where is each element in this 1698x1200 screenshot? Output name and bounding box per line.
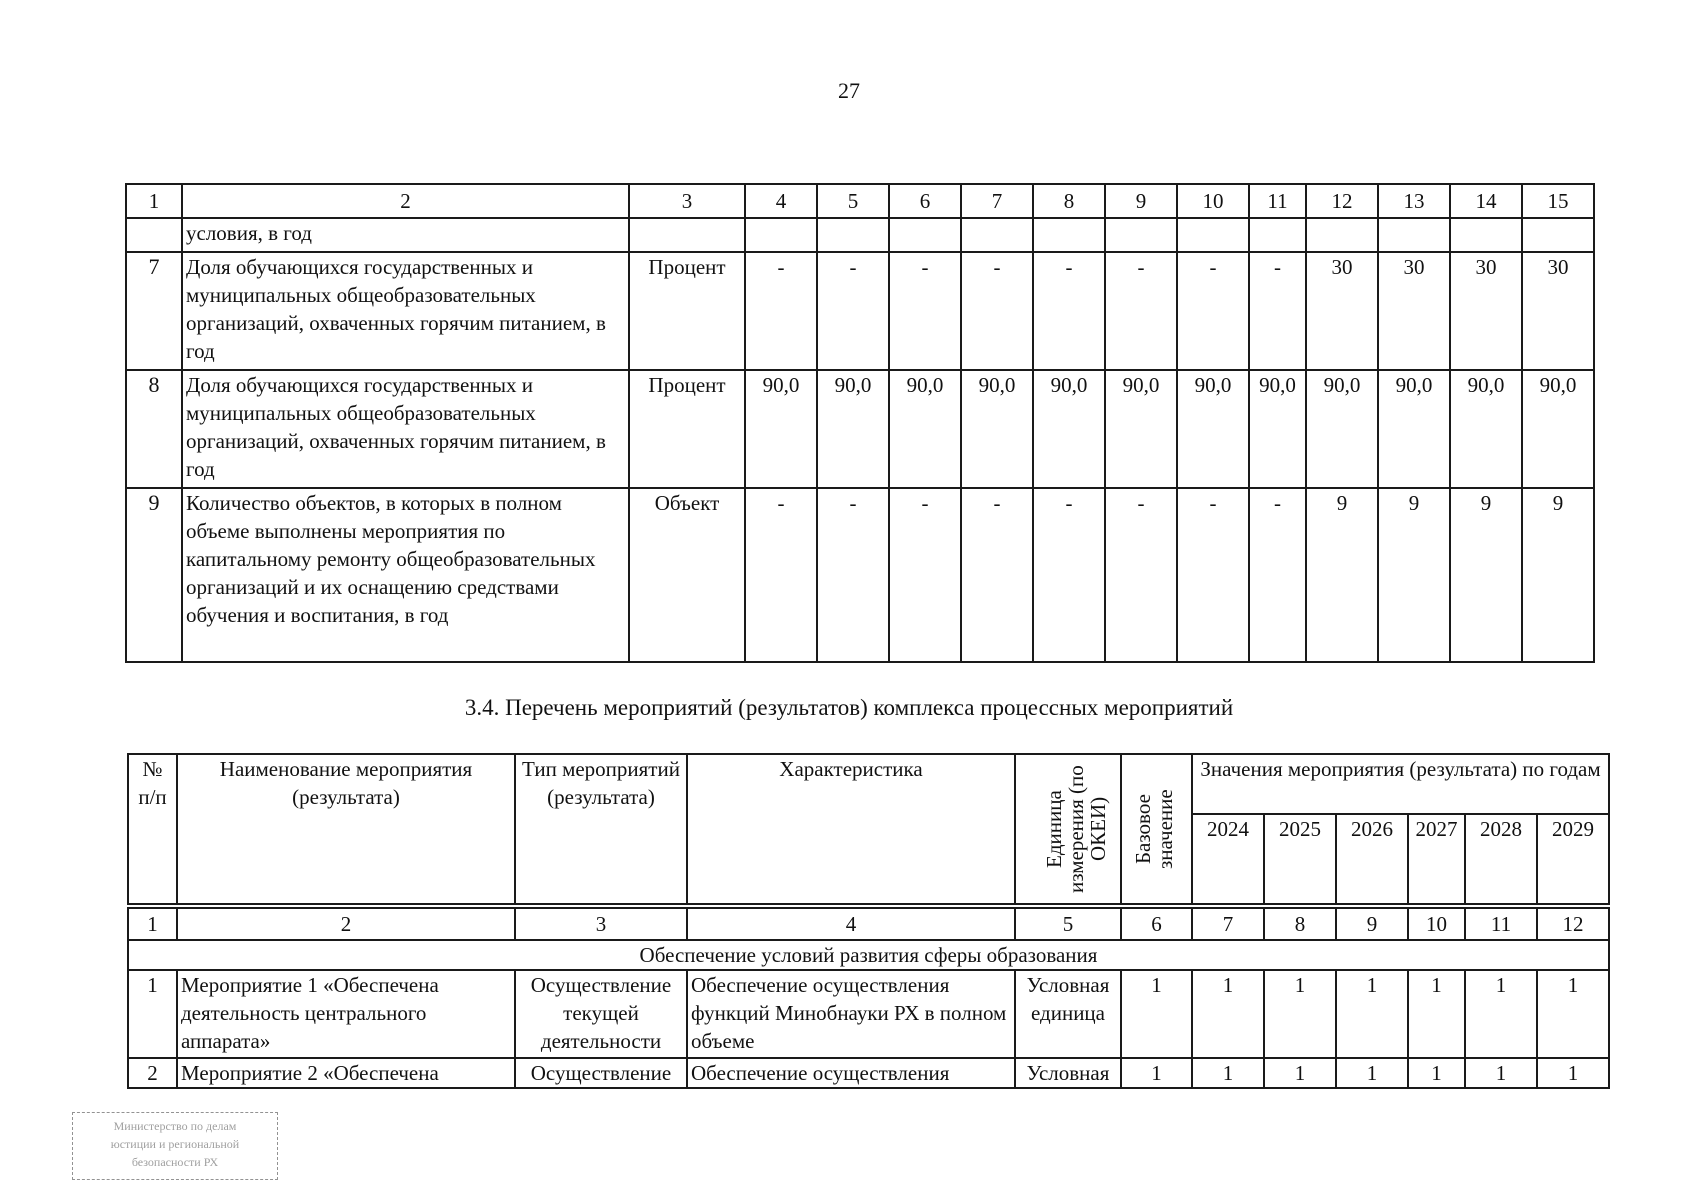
header-unit-cell — [1015, 754, 1121, 904]
measure-type: Осуществление — [515, 1058, 687, 1088]
measure-type: Осуществление текущей деятельности — [515, 970, 687, 1058]
value-cell: - — [1033, 252, 1105, 370]
measures-table — [127, 753, 1610, 1089]
table-row — [126, 488, 1594, 662]
column-number: 11 — [1465, 908, 1537, 940]
header-year: 2029 — [1537, 814, 1609, 904]
measure-unit: Условная единица — [1015, 970, 1121, 1058]
value-cell: 30 — [1378, 252, 1450, 370]
measure-characteristic: Обеспечение осуществления функций Минобнауки РХ в полном объеме — [687, 970, 1015, 1058]
value-cell: 9 — [1450, 488, 1522, 662]
value-cell: 9 — [1522, 488, 1594, 662]
table-row — [126, 218, 1594, 252]
header-values-group: Значения мероприятия (результата) по годам — [1192, 754, 1609, 814]
header-characteristic: Характеристика — [687, 754, 1015, 904]
unit-cell: Объект — [629, 488, 745, 662]
year-value: 1 — [1336, 970, 1408, 1058]
table-row — [126, 370, 1594, 488]
row-number — [126, 218, 182, 252]
header-cell: 3 — [629, 184, 745, 218]
unit-cell — [629, 218, 745, 252]
column-number: 7 — [1192, 908, 1264, 940]
value-cell: - — [889, 488, 961, 662]
year-value: 1 — [1192, 970, 1264, 1058]
value-cell: - — [745, 488, 817, 662]
table-row — [128, 970, 1609, 1058]
value-cell: 30 — [1450, 252, 1522, 370]
value-cell: - — [961, 488, 1033, 662]
header-year: 2026 — [1336, 814, 1408, 904]
value-cell — [1450, 218, 1522, 252]
value-cell: - — [889, 252, 961, 370]
stamp-line: юстиции и региональной — [110, 1137, 240, 1151]
header-cell: 11 — [1249, 184, 1306, 218]
unit-cell: Процент — [629, 252, 745, 370]
column-number: 6 — [1121, 908, 1192, 940]
value-cell — [817, 218, 889, 252]
year-value: 1 — [1264, 970, 1336, 1058]
value-cell: 90,0 — [961, 370, 1033, 488]
section-heading: 3.4. Перечень мероприятий (результатов) комплекса процессных мероприятий — [464, 695, 1234, 720]
header-base: Базовое значение — [1130, 789, 1177, 869]
table-header-row — [126, 184, 1594, 218]
measure-characteristic: Обеспечение осуществления — [687, 1058, 1015, 1088]
value-cell: 90,0 — [817, 370, 889, 488]
value-cell: - — [745, 252, 817, 370]
header-cell: 14 — [1450, 184, 1522, 218]
header-year: 2027 — [1408, 814, 1465, 904]
unit-cell: Процент — [629, 370, 745, 488]
section-title-row — [128, 940, 1609, 970]
column-number: 1 — [128, 908, 177, 940]
table-row — [128, 1058, 1609, 1088]
year-value: 1 — [1537, 1058, 1609, 1088]
value-cell: - — [1249, 488, 1306, 662]
section-title: Обеспечение условий развития сферы образования — [128, 940, 1609, 970]
header-cell: 6 — [889, 184, 961, 218]
value-cell: 90,0 — [1522, 370, 1594, 488]
header-type: Тип мероприятий (результата) — [515, 754, 687, 904]
column-number: 5 — [1015, 908, 1121, 940]
table-header-row — [128, 754, 1609, 814]
value-cell: 90,0 — [1450, 370, 1522, 488]
value-cell: 30 — [1522, 252, 1594, 370]
value-cell: 90,0 — [1249, 370, 1306, 488]
row-number: 8 — [126, 370, 182, 488]
base-value: 1 — [1121, 1058, 1192, 1088]
year-value: 1 — [1408, 970, 1465, 1058]
value-cell — [1306, 218, 1378, 252]
row-number: 2 — [128, 1058, 177, 1088]
year-value: 1 — [1336, 1058, 1408, 1088]
value-cell — [745, 218, 817, 252]
value-cell — [1378, 218, 1450, 252]
stamp-line: Министерство по делам — [113, 1119, 237, 1133]
year-value: 1 — [1537, 970, 1609, 1058]
indicator-name: условия, в год — [182, 218, 629, 252]
value-cell: 90,0 — [745, 370, 817, 488]
value-cell: 9 — [1378, 488, 1450, 662]
header-cell: 10 — [1177, 184, 1249, 218]
value-cell — [1177, 218, 1249, 252]
header-cell: 2 — [182, 184, 629, 218]
value-cell: - — [1249, 252, 1306, 370]
column-number: 4 — [687, 908, 1015, 940]
header-cell: 9 — [1105, 184, 1177, 218]
value-cell — [889, 218, 961, 252]
value-cell: 90,0 — [889, 370, 961, 488]
column-numbers-row — [128, 908, 1609, 940]
header-cell: 12 — [1306, 184, 1378, 218]
header-year: 2024 — [1192, 814, 1264, 904]
header-cell: 7 — [961, 184, 1033, 218]
header-num: № п/п — [128, 754, 177, 904]
value-cell: 9 — [1306, 488, 1378, 662]
value-cell — [961, 218, 1033, 252]
value-cell: - — [1105, 488, 1177, 662]
year-value: 1 — [1465, 970, 1537, 1058]
column-number: 9 — [1336, 908, 1408, 940]
measure-name: Мероприятие 2 «Обеспечена — [177, 1058, 515, 1088]
stamp-line: безопасности РХ — [131, 1155, 219, 1169]
header-unit: Единица измерения (по ОКЕИ) — [1042, 765, 1110, 893]
column-number: 8 — [1264, 908, 1336, 940]
header-year: 2028 — [1465, 814, 1537, 904]
row-number: 7 — [126, 252, 182, 370]
column-number: 2 — [177, 908, 515, 940]
table-row — [126, 252, 1594, 370]
header-name: Наименование мероприятия (результата) — [177, 754, 515, 904]
indicator-name: Количество объектов, в которых в полном объеме выполнены мероприятия по капитальному ремонту общеобразовательных организаций и их оснащению средствами обучения и воспитания, в год — [182, 488, 629, 662]
value-cell: 90,0 — [1033, 370, 1105, 488]
base-value: 1 — [1121, 970, 1192, 1058]
indicator-name: Доля обучающихся государственных и муниципальных общеобразовательных организаций, охваченных горячим питанием, в год — [182, 370, 629, 488]
measure-name: Мероприятие 1 «Обеспечена деятельность центрального аппарата» — [177, 970, 515, 1058]
column-number: 10 — [1408, 908, 1465, 940]
value-cell — [1249, 218, 1306, 252]
value-cell: 30 — [1306, 252, 1378, 370]
value-cell: - — [1177, 252, 1249, 370]
header-cell: 5 — [817, 184, 889, 218]
row-number: 9 — [126, 488, 182, 662]
page-number: 27 — [838, 78, 860, 103]
value-cell: 90,0 — [1105, 370, 1177, 488]
value-cell: - — [817, 252, 889, 370]
value-cell — [1105, 218, 1177, 252]
header-year: 2025 — [1264, 814, 1336, 904]
registration-stamp — [72, 1112, 278, 1180]
header-cell: 13 — [1378, 184, 1450, 218]
value-cell: 90,0 — [1378, 370, 1450, 488]
row-number: 1 — [128, 970, 177, 1058]
value-cell: 90,0 — [1177, 370, 1249, 488]
year-value: 1 — [1408, 1058, 1465, 1088]
value-cell: - — [1177, 488, 1249, 662]
header-cell: 8 — [1033, 184, 1105, 218]
header-base-cell — [1121, 754, 1192, 904]
value-cell: - — [1105, 252, 1177, 370]
indicator-name: Доля обучающихся государственных и муниципальных общеобразовательных организаций, охваченных горячим питанием, в год — [182, 252, 629, 370]
value-cell — [1522, 218, 1594, 252]
value-cell: 90,0 — [1306, 370, 1378, 488]
value-cell: - — [817, 488, 889, 662]
year-value: 1 — [1264, 1058, 1336, 1088]
column-number: 12 — [1537, 908, 1609, 940]
column-number: 3 — [515, 908, 687, 940]
value-cell: - — [1033, 488, 1105, 662]
measure-unit: Условная — [1015, 1058, 1121, 1088]
indicators-table — [125, 183, 1595, 663]
header-cell: 1 — [126, 184, 182, 218]
header-cell: 15 — [1522, 184, 1594, 218]
value-cell: - — [961, 252, 1033, 370]
header-cell: 4 — [745, 184, 817, 218]
year-value: 1 — [1465, 1058, 1537, 1088]
value-cell — [1033, 218, 1105, 252]
year-value: 1 — [1192, 1058, 1264, 1088]
